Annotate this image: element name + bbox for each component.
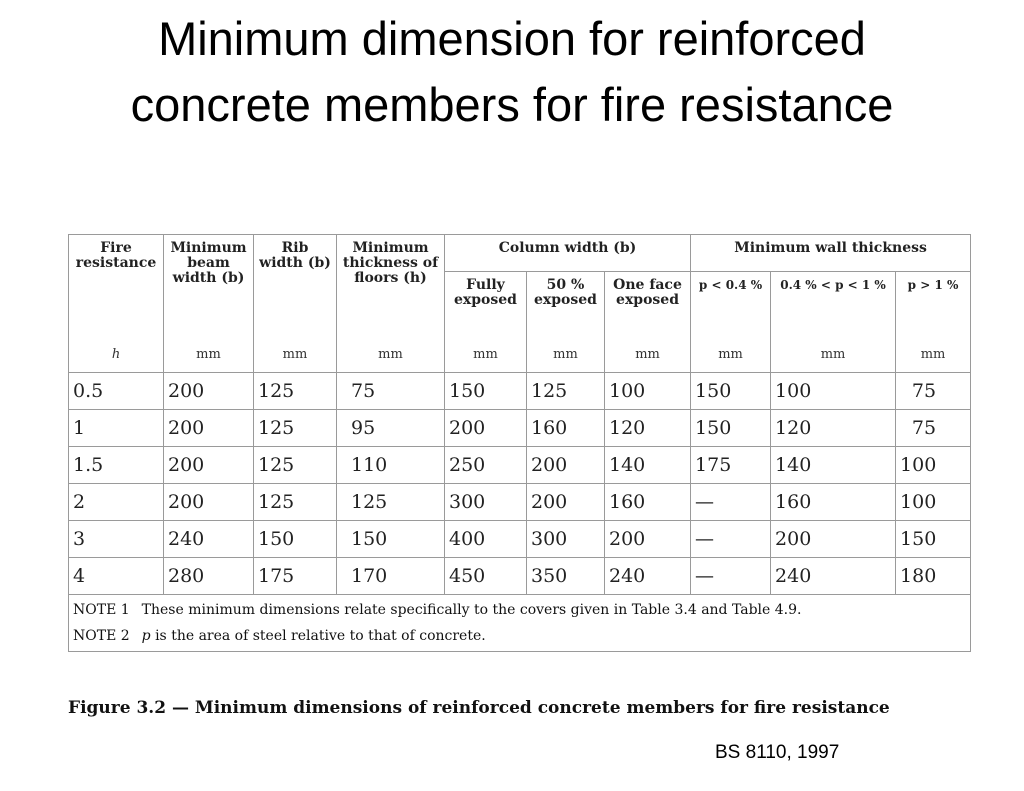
table-cell: 450 [445, 558, 527, 595]
table-cell: 160 [605, 484, 691, 521]
table-notes [69, 595, 971, 652]
header-p-mid: 0.4 % < p < 1 % mm [771, 272, 896, 373]
table-cell: 140 [771, 447, 896, 484]
table-cell: 125 [527, 373, 605, 410]
title-line-1: Minimum dimension for reinforced [158, 12, 866, 65]
table-cell: 1 [69, 410, 164, 447]
table-cell: 75 [896, 373, 971, 410]
table-cell: 175 [691, 447, 771, 484]
header-one-face-exposed: One face exposed mm [605, 272, 691, 373]
table-cell: 200 [605, 521, 691, 558]
table-cell: 125 [254, 447, 337, 484]
table-cell: 3 [69, 521, 164, 558]
table-cell: 200 [164, 373, 254, 410]
table-cell: — [691, 521, 771, 558]
table-cell: 150 [896, 521, 971, 558]
table-cell: 125 [254, 484, 337, 521]
table-cell: 200 [527, 447, 605, 484]
header-fully-exposed: Fully exposed mm [445, 272, 527, 373]
table-cell: 1.5 [69, 447, 164, 484]
table-cell: 400 [445, 521, 527, 558]
table-cell: — [691, 484, 771, 521]
table-cell: 150 [337, 521, 445, 558]
table-cell: 250 [445, 447, 527, 484]
table-row [69, 410, 971, 447]
table-cell: 110 [337, 447, 445, 484]
table-cell: 200 [771, 521, 896, 558]
header-fire-unit: h [111, 347, 121, 362]
header-column-width: Column width (b) [445, 235, 691, 272]
table-cell: 200 [164, 484, 254, 521]
source-citation: BS 8110, 1997 [715, 742, 840, 763]
note-1: NOTE 1 These minimum dimensions relate specifically to the covers given in Table 3.4 and Table 4.9. [73, 602, 802, 618]
table-cell: 170 [337, 558, 445, 595]
table-cell: 240 [605, 558, 691, 595]
table-cell: 300 [445, 484, 527, 521]
table-cell: 160 [771, 484, 896, 521]
table-cell: 100 [605, 373, 691, 410]
table-row [69, 484, 971, 521]
table-cell: 4 [69, 558, 164, 595]
header-rib-width: Rib width (b) mm [254, 235, 337, 373]
table-row [69, 558, 971, 595]
table-cell: 200 [445, 410, 527, 447]
figure-caption: Figure 3.2 — Minimum dimensions of reinforced concrete members for fire resistance [68, 698, 890, 718]
header-p-gt-1: p > 1 % mm [896, 272, 971, 373]
table-cell: 240 [771, 558, 896, 595]
title-line-2: concrete members for fire resistance [130, 78, 894, 131]
table-cell: 140 [605, 447, 691, 484]
table-cell: 180 [896, 558, 971, 595]
header-wall-thickness: Minimum wall thickness [691, 235, 971, 272]
table-row [69, 521, 971, 558]
table-cell: 0.5 [69, 373, 164, 410]
table-cell: 75 [337, 373, 445, 410]
table-cell: 150 [445, 373, 527, 410]
table-cell: 160 [527, 410, 605, 447]
table-cell: 125 [254, 373, 337, 410]
table-cell: 200 [527, 484, 605, 521]
header-floor-thickness: Minimum thickness of floors (h) mm [337, 235, 445, 373]
table-cell: 100 [896, 484, 971, 521]
header-fire-resistance: Fire resistance h [69, 235, 164, 373]
table-cell: 280 [164, 558, 254, 595]
table-cell: 300 [527, 521, 605, 558]
table-cell: 350 [527, 558, 605, 595]
table-cell: 100 [896, 447, 971, 484]
fire-resistance-table [68, 234, 971, 652]
table-cell: 125 [254, 410, 337, 447]
header-p-lt-04: p < 0.4 % mm [691, 272, 771, 373]
table-cell: 240 [164, 521, 254, 558]
table-cell: 125 [337, 484, 445, 521]
table-row [69, 373, 971, 410]
table-cell: 120 [605, 410, 691, 447]
page-title [0, 6, 1024, 138]
table-cell: 150 [254, 521, 337, 558]
table-cell: 200 [164, 447, 254, 484]
table-cell: 120 [771, 410, 896, 447]
header-beam-width: Minimum beam width (b) mm [164, 235, 254, 373]
table-row [69, 447, 971, 484]
table-cell: 75 [896, 410, 971, 447]
table-cell: 100 [771, 373, 896, 410]
table-cell: — [691, 558, 771, 595]
table-cell: 95 [337, 410, 445, 447]
table-cell: 200 [164, 410, 254, 447]
note-2: NOTE 2 p is the area of steel relative to that of concrete. [73, 628, 486, 644]
table-cell: 2 [69, 484, 164, 521]
header-50-exposed: 50 % exposed mm [527, 272, 605, 373]
table-cell: 150 [691, 373, 771, 410]
table-cell: 175 [254, 558, 337, 595]
table-cell: 150 [691, 410, 771, 447]
